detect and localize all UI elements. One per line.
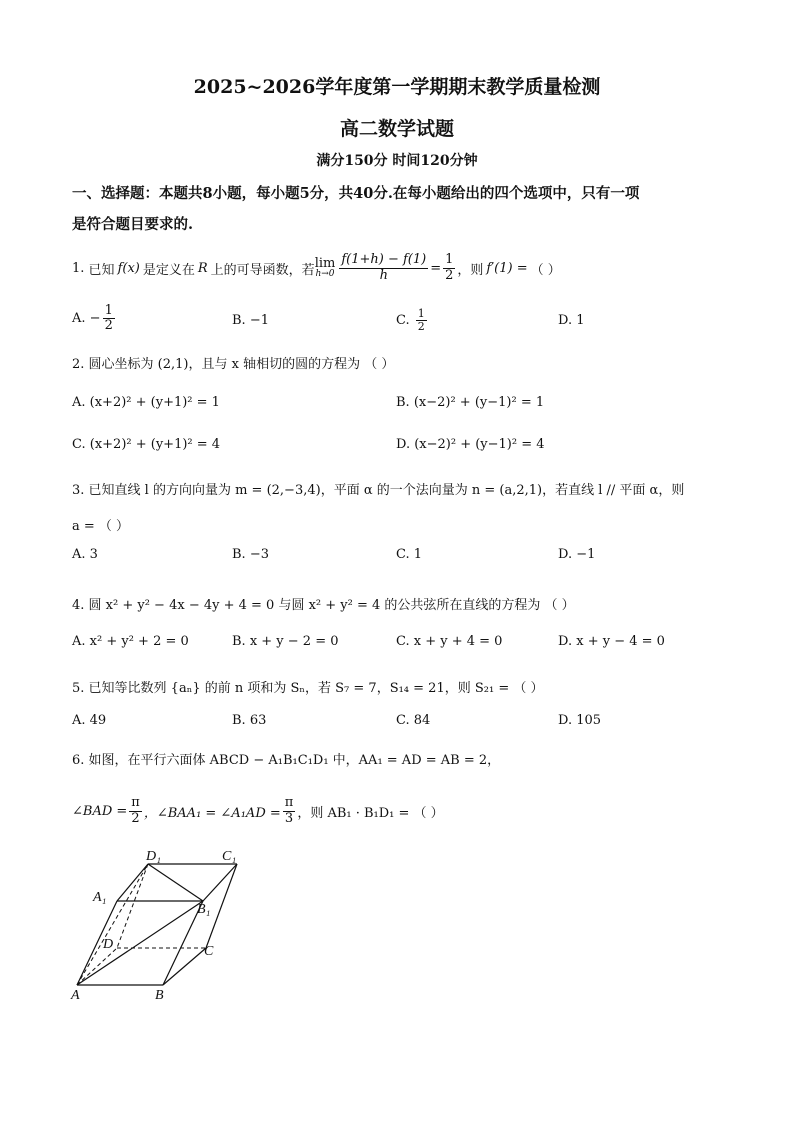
q6-pi-n-2: π	[284, 795, 294, 811]
q1-frac-denominator: h	[379, 267, 388, 283]
edge-d1d-hidden	[117, 864, 148, 948]
q3-option-d: D. −1	[558, 547, 596, 562]
q1-answer-paren: （ ）	[530, 262, 561, 278]
q3-option-c: C. 1	[396, 547, 423, 562]
q1-text-3: 上的可导函数，若	[210, 262, 315, 278]
parallelepiped-figure	[60, 845, 260, 1010]
q1-option-c	[396, 308, 429, 333]
label-b: B	[155, 988, 164, 1003]
label-a: A	[71, 988, 80, 1003]
q1-option-c-d: 2	[417, 320, 425, 334]
q1-option-b: B. −1	[232, 313, 269, 328]
q1-R: R	[197, 260, 208, 276]
q6-dot-product: ，则 AB₁ · B₁D₁ = （ ）	[297, 805, 444, 821]
q6-angle-baa1: ，∠BAA₁ = ∠A₁AD =	[143, 805, 281, 821]
q1-limit	[315, 257, 336, 279]
q3-option-a: A. 3	[72, 547, 98, 562]
question-4-stem: 4. 圆 x² + y² − 4x − 4y + 4 = 0 与圆 x² + y² = 4 的公共弦所在直线的方程为 （ ）	[72, 598, 575, 613]
q1-fx: f(x)	[117, 260, 140, 276]
q1-half-n: 1	[445, 252, 454, 268]
question-5-stem: 5. 已知等比数列 {aₙ} 的前 n 项和为 Sₙ，若 S₇ = 7，S₁₄ = 21，则 S₂₁ = （ ）	[72, 681, 544, 696]
q5-option-d: D. 105	[558, 713, 602, 728]
q4-option-a: A. x² + y² + 2 = 0	[72, 634, 189, 649]
q1-text-1: 已知	[88, 262, 115, 278]
q1-option-a-label: A.	[72, 311, 86, 327]
q1-option-a-sign: −	[89, 311, 101, 327]
q6-pi-n-1: π	[131, 795, 140, 811]
q1-text-2: 是定义在	[142, 262, 195, 278]
edge-d1b1	[148, 864, 203, 901]
question-3-stem: 3. 已知直线 l 的方向向量为 m = (2,−3,4)，平面 α 的一个法向量为 n = (a,2,1)，若直线 l // 平面 α，则	[72, 483, 685, 498]
label-b1: B₁	[197, 902, 211, 917]
q4-option-d: D. x + y − 4 = 0	[558, 634, 665, 649]
q4-option-c: C. x + y + 4 = 0	[396, 634, 503, 649]
q1-lim-sub: h→0	[315, 269, 335, 279]
q2-option-d: D. (x−2)² + (y−1)² = 4	[396, 437, 545, 452]
edge-ab1	[77, 901, 203, 985]
label-d: D	[103, 937, 114, 952]
label-c1: C₁	[222, 849, 237, 864]
exam-meta: 满分150分 时间120分钟	[316, 153, 478, 169]
q6-pi-over-3	[283, 796, 296, 826]
q1-option-a-n: 1	[104, 303, 113, 318]
question-1-stem	[72, 248, 561, 288]
q5-option-c: C. 84	[396, 713, 431, 728]
q2-option-b: B. (x−2)² + (y−1)² = 1	[396, 395, 545, 410]
q1-half	[443, 253, 455, 283]
edge-c1b1	[203, 864, 237, 901]
q1-equals: =	[430, 260, 442, 276]
edge-c1c	[206, 864, 237, 948]
section-heading-line2: 是符合题目要求的.	[72, 216, 194, 233]
q1-frac-numerator: f(1+h) − f(1)	[341, 252, 427, 268]
q6-pi-d-1: 2	[131, 810, 140, 826]
q1-text-4: ，则	[457, 262, 484, 278]
exam-title: 2025~2026学年度第一学期期末教学质量检测	[193, 76, 601, 98]
q2-option-c: C. (x+2)² + (y+1)² = 4	[72, 437, 221, 452]
q1-lim-word: lim	[314, 256, 336, 271]
question-6-stem-cont	[72, 792, 444, 830]
q1-option-c-n: 1	[417, 307, 425, 320]
exam-subject: 高二数学试题	[339, 118, 454, 140]
edge-ad-hidden	[77, 948, 117, 985]
q1-option-a-d: 2	[104, 318, 113, 334]
q5-option-b: B. 63	[232, 713, 267, 728]
q1-half-d: 2	[445, 267, 454, 283]
question-2-stem: 2. 圆心坐标为 (2,1)，且与 x 轴相切的圆的方程为 （ ）	[72, 357, 395, 372]
q1-number: 1.	[72, 260, 85, 276]
q5-option-a: A. 49	[72, 713, 107, 728]
q1-option-d: D. 1	[558, 313, 585, 328]
edge-d1a1	[117, 864, 148, 901]
q1-limit-fraction	[339, 253, 428, 283]
q4-option-b: B. x + y − 2 = 0	[232, 634, 339, 649]
label-a1: A₁	[93, 890, 107, 905]
edge-ad1-hidden	[77, 864, 148, 985]
q3-option-b: B. −3	[232, 547, 269, 562]
q1-fprime: f′(1) =	[486, 260, 528, 276]
q2-option-a: A. (x+2)² + (y+1)² = 1	[72, 395, 220, 410]
q1-option-a	[72, 304, 117, 334]
question-3-stem-cont: a = （ ）	[72, 519, 130, 534]
question-6-stem: 6. 如图，在平行六面体 ABCD − A₁B₁C₁D₁ 中，AA₁ = AD = AB = 2，	[72, 753, 501, 768]
q1-option-c-label: C.	[396, 313, 410, 329]
label-c: C	[204, 944, 214, 959]
q6-angle-bad: ∠BAD =	[72, 803, 128, 819]
q1-option-c-frac	[416, 308, 427, 333]
q1-option-a-frac	[103, 304, 115, 334]
q6-pi-d-2: 3	[284, 810, 294, 826]
edge-bc	[163, 948, 206, 985]
label-d1: D₁	[146, 849, 161, 864]
q6-pi-over-2	[129, 796, 142, 826]
section-heading-line1: 一、选择题：本题共8小题，每小题5分，共40分.在每小题给出的四个选项中，只有一项	[72, 185, 640, 202]
